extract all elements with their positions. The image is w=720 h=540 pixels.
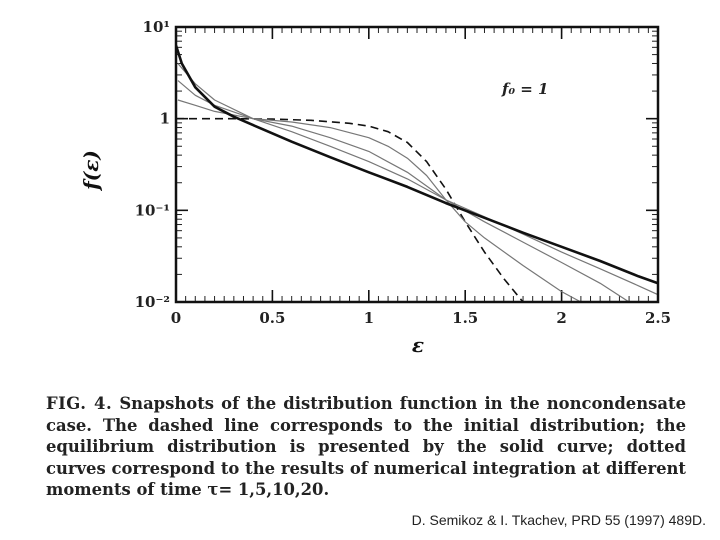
minor-ticks <box>176 27 658 302</box>
x-tick-labels <box>171 309 671 327</box>
x-tick-label: 2.5 <box>644 309 672 327</box>
figure-caption <box>46 393 686 501</box>
x-tick-label: 0.5 <box>259 309 286 327</box>
plot-frame <box>176 27 658 302</box>
series-solid-curve-5 <box>176 45 658 283</box>
series-dotted-curve-4 <box>178 64 658 295</box>
caption-text: Snapshots of the distribution function in the noncondensate case. The dashed line corresponds to the initial distribution; the equilibrium distribution is presented by the solid curve; dotted curves correspond to the results of numerical integration at different moments of time τ= 1,5,10,20. <box>46 394 686 499</box>
series-dotted-curve-3 <box>178 81 629 302</box>
major-ticks <box>176 27 658 302</box>
x-tick-label: 2 <box>556 309 567 327</box>
y-tick-label: 10¹ <box>142 18 170 36</box>
x-tick-label: 0 <box>170 309 182 327</box>
caption-figure-number: FIG. 4. <box>46 394 113 413</box>
f0-annotation: f₀ = 1 <box>502 80 549 98</box>
y-tick-labels <box>135 18 170 311</box>
x-tick-label: 1.5 <box>452 309 479 327</box>
citation-credit: D. Semikoz & I. Tkachev, PRD 55 (1997) 489D. <box>411 512 706 528</box>
x-tick-label: 1 <box>363 309 375 327</box>
curves <box>176 45 658 302</box>
x-axis-label: ε <box>411 333 425 357</box>
y-tick-label: 1 <box>159 109 170 128</box>
y-axis-label: f(ε) <box>79 150 103 190</box>
y-tick-label: 10⁻¹ <box>134 201 170 220</box>
series-dotted-curve-2 <box>178 100 581 302</box>
y-tick-label: 10⁻² <box>134 293 170 311</box>
